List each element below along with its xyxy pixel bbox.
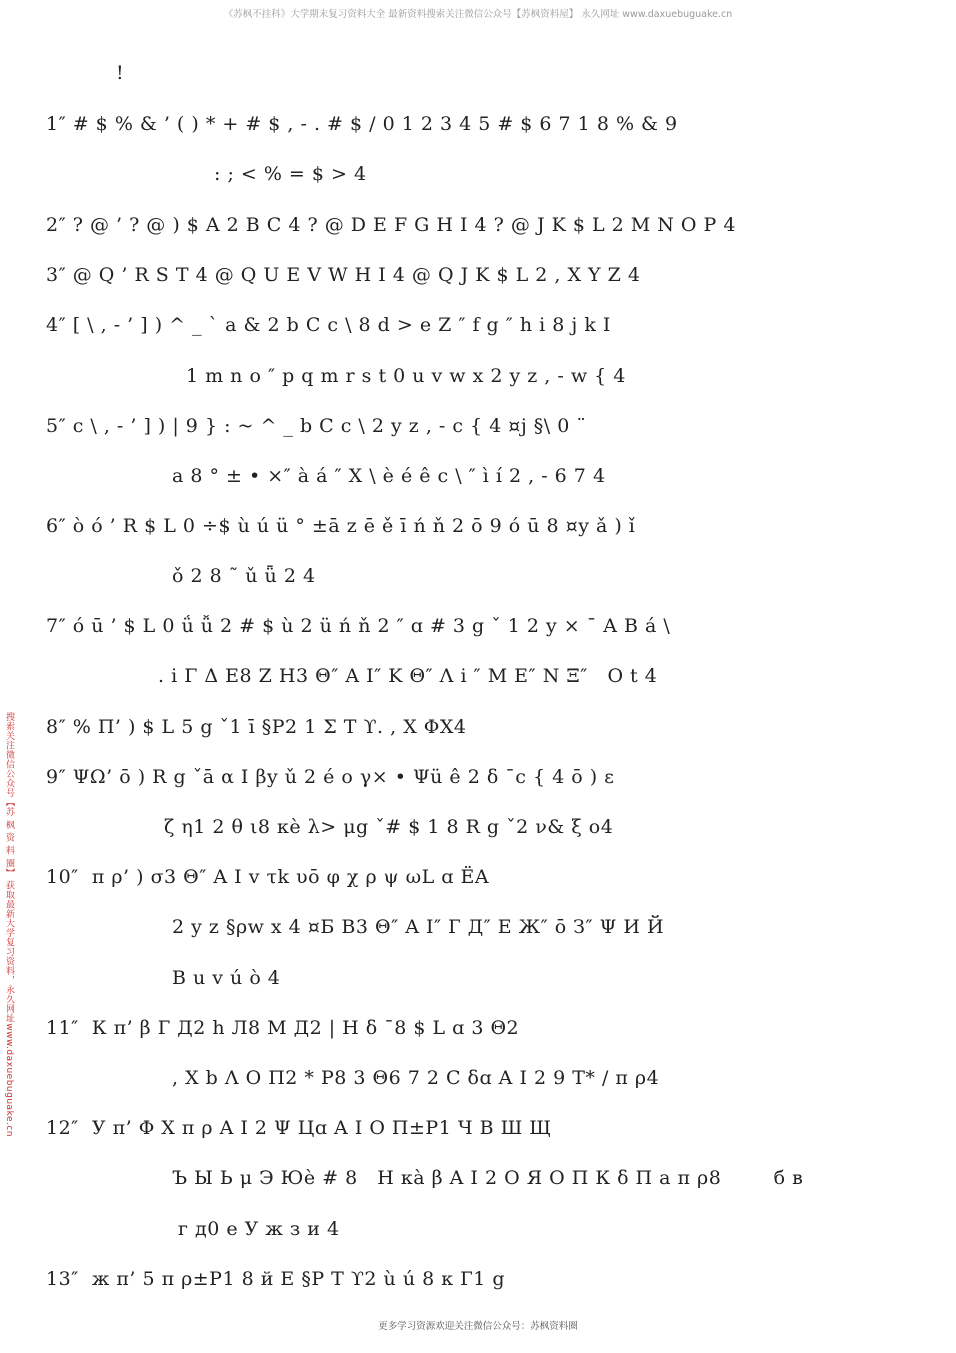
text-line: 12″ У π’ Φ Χ π ρ A I 2 Ψ Цɑ A I О П±Р1 Ч В Ш Щ <box>46 1117 552 1139</box>
text-line: 10″ π ρ’ ) σ3 Θ″ A I v τk υō φ χ ρ ψ ωL ɑ ЁA <box>46 866 490 888</box>
text-line: 7″ ó ū ’ $ L 0 ǘ ǚ 2 # $ ù 2 ü ń ň 2 ″ ɑ # 3 g ˇ 1 2 y × ¯ A B á \ <box>46 615 671 637</box>
text-line: 6″ ò ó ’ R $ L 0 ÷$ ù ú ü ° ±ā z ē ě ī ń ň 2 ō 9 ó ū 8 ¤y ǎ ) ǐ <box>46 515 636 537</box>
text-line: 3″ @ Q ’ R S T 4 @ Q U E V W H I 4 @ Q J K $ L 2 , X Y Z 4 <box>46 264 641 286</box>
text-line: a 8 ° ± • ×″ à á ″ X \ è é ê c \ ″ ì í 2 , - 6 7 4 <box>172 465 606 487</box>
text-line: 13″ ж π’ 5 π ρ±Р1 8 й Е §Р Т ϒ2 ù ú 8 к Г1 g <box>46 1268 506 1290</box>
text-line: , X b Λ О П2 * Р8 3 Θ6 7 2 С δɑ A I 2 9 Т* / π ρ4 <box>172 1067 660 1089</box>
text-line: 9″ ΨΩ’ ō ) R g ˇā α I βy ǔ 2 é o γ× • Ψü ê 2 δ ¯c { 4 ō ) ε <box>46 766 615 788</box>
text-line: : ; < % = $ > 4 <box>214 163 367 185</box>
text-line: 2 y z §ρw x 4 ¤Б В3 Θ″ A I″ Г Д″ Е Ж″ ō З″ Ψ И Й <box>172 916 665 938</box>
text-line: ζ η1 2 θ ι8 κè λ> μg ˇ# $ 1 8 R g ˇ2 ν& ξ ο4 <box>164 816 614 838</box>
page-header: 《苏枫不挂科》大学期末复习资料大全 最新资料搜索关注微信公众号【苏枫资料屋】 永久网址 www.daxuebuguake.cn <box>223 9 733 20</box>
text-line: 1 m n o ″ p q m r s t 0 u v w x 2 y z , - w { 4 <box>186 365 626 387</box>
text-line: ǒ 2 8 ˜ ǔ ǖ 2 4 <box>172 565 316 587</box>
text-line: 5″ c \ , - ’ ] ) | 9 } : ~ ^ _ b C c \ 2 y z , - c { 4 ¤j §\ 0 ¨ <box>46 415 587 437</box>
text-line: г д0 е У ж з и 4 <box>178 1218 340 1240</box>
side-watermark: 搜索关注微信公众号【苏 枫 资 料 圈】 获取最新大学复习资料，永久网址www.daxuebuguake.cn <box>4 712 14 1138</box>
text-line: . i Γ Δ E8 Z H3 Θ″ A I″ K Θ″ Λ i ″ M E″ N Ξ″ O t 4 <box>158 665 658 687</box>
text-line: 11″ К π’ β Г Д2 h Л8 М Д2 | Н δ ¯8 $ L ɑ 3 Θ2 <box>46 1017 520 1039</box>
text-line: 2″ ? @ ’ ? @ ) $ A 2 B C 4 ? @ D E F G H I 4 ? @ J K $ L 2 M N O P 4 <box>46 214 736 236</box>
text-line: 1″ # $ % & ’ ( ) * + # $ , - . # $ / 0 1 2 3 4 5 # $ 6 7 1 8 % & 9 <box>46 113 678 135</box>
text-line: ! <box>116 62 125 84</box>
page-footer: 更多学习资源欢迎关注微信公众号：苏枫资料圈 <box>378 1321 578 1332</box>
text-line: 4″ [ \ , - ’ ] ) ^ _ ` a & 2 b C c \ 8 d > e Z ″ f g ″ h i 8 j k I <box>46 314 611 336</box>
text-line: 8″ % Π’ ) $ L 5 g ˇ1 ī §P2 1 Σ T ϒ. , X ΦX4 <box>46 716 467 738</box>
text-line: Ъ Ы Ь μ Э Юè # 8 Н κà β A I 2 О Я О П К δ П а π ρ8 б в <box>172 1167 804 1189</box>
text-line: B u v ú ò 4 <box>172 967 281 989</box>
